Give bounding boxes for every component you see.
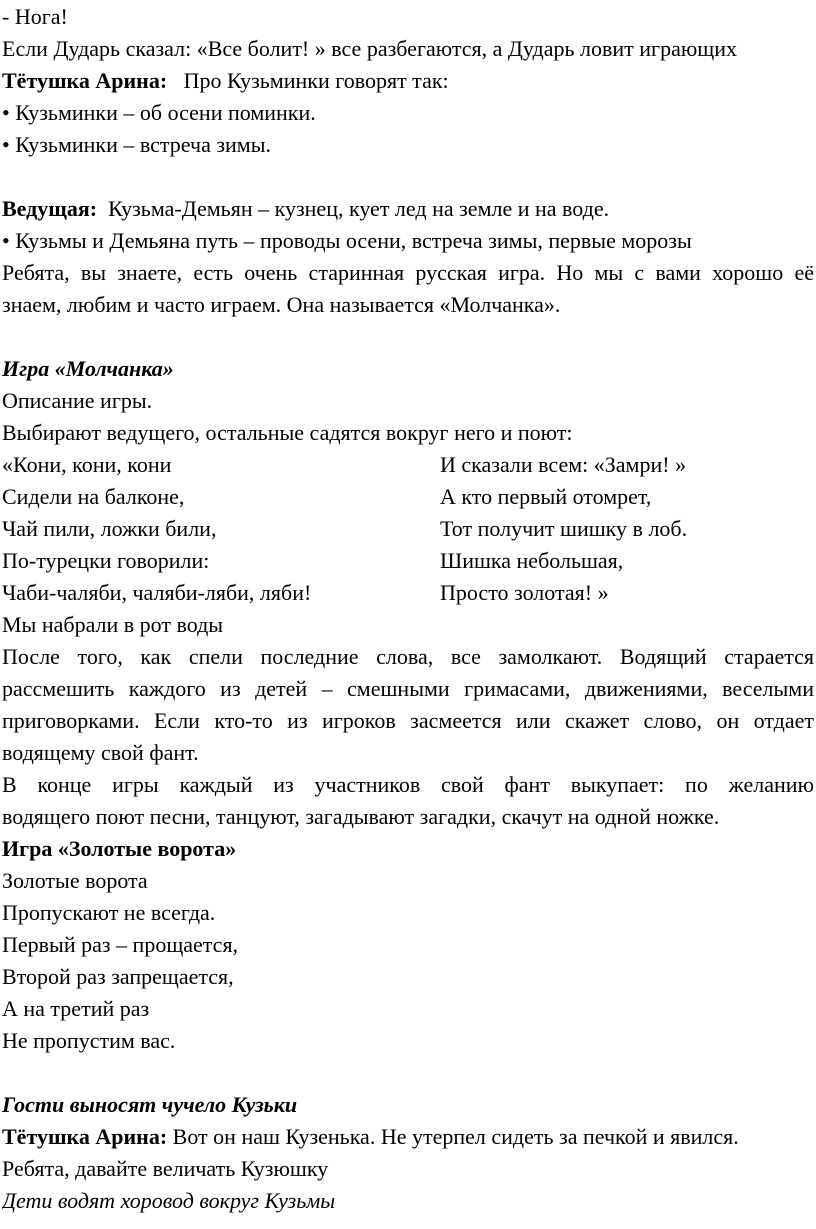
- paragraph-line: знаем, любим и часто играем. Она называется «Молчанка».: [2, 292, 561, 317]
- line-arina-kuzka: [2, 1121, 814, 1153]
- bullet-item: • Кузьмы и Демьяна путь – проводы осени, встреча зимы, первые морозы: [2, 228, 692, 253]
- paragraph-line: Описание игры.: [2, 388, 153, 413]
- speaker-label: Тётушка Арина:: [2, 68, 168, 93]
- game-title-zolotye-vorota: Игра «Золотые ворота»: [2, 836, 237, 861]
- poem-row: [2, 577, 814, 609]
- verse-line: Золотые ворота: [2, 868, 148, 893]
- poem-left: Чаби-чаляби, чаляби-ляби, ляби!: [2, 580, 312, 605]
- poem-right: Тот получит шишку в лоб.: [440, 516, 688, 541]
- poem-right: Шишка небольшая,: [440, 548, 624, 573]
- speaker-label: Ведущая:: [2, 196, 98, 221]
- bullet-item: • Кузьминки – встреча зимы.: [2, 132, 271, 157]
- verse-line: Не пропустим вас.: [2, 1028, 176, 1053]
- verse-line: Первый раз – прощается,: [2, 932, 239, 957]
- poem-left: «Кони, кони, кони: [2, 452, 172, 477]
- line-arina-intro: [2, 65, 814, 97]
- poem-row: [2, 545, 814, 577]
- verse-line: А на третий раз: [2, 996, 150, 1021]
- bullet-item: • Кузьминки – об осени поминки.: [2, 100, 316, 125]
- paragraph-line: Мы набрали в рот воды: [2, 612, 224, 637]
- paragraph-line: приговорками. Если кто-то из игроков засмеется или скажет слово, он отдает: [2, 708, 814, 733]
- line-noga: - Нога!: [2, 4, 68, 29]
- verse-line: Второй раз запрещается,: [2, 964, 234, 989]
- paragraph-line: Ребята, давайте величать Кузюшку: [2, 1156, 329, 1181]
- poem-right: Просто золотая! »: [440, 580, 609, 605]
- poem-right: И сказали всем: «Замри! »: [440, 452, 687, 477]
- line-host: [2, 193, 814, 225]
- paragraph-line: Выбирают ведущего, остальные садятся вокруг него и поют:: [2, 420, 573, 445]
- line-dudar-rule: Если Дударь сказал: «Все болит! » все разбегаются, а Дударь ловит играющих: [2, 36, 737, 61]
- paragraph-line: Ребята, вы знаете, есть очень старинная русская игра. Но мы с вами хорошо её: [2, 260, 814, 285]
- poem-row: [2, 481, 814, 513]
- poem-row: [2, 449, 814, 481]
- paragraph-line: водящему свой фант.: [2, 740, 199, 765]
- poem-left: Чай пили, ложки били,: [2, 516, 217, 541]
- speech-text: Про Кузьминки говорят так:: [183, 68, 449, 93]
- poem-left: Сидели на балконе,: [2, 484, 185, 509]
- paragraph-line: В конце игры каждый из участников свой фант выкупает: по желанию: [2, 772, 814, 797]
- stage-direction: Дети водят хоровод вокруг Кузьмы: [2, 1188, 336, 1213]
- stage-direction: Гости выносят чучело Кузьки: [2, 1092, 298, 1117]
- verse-line: Пропускают не всегда.: [2, 900, 216, 925]
- poem-left: По-турецки говорили:: [2, 548, 210, 573]
- speaker-label: Тётушка Арина:: [2, 1124, 168, 1149]
- poem-right: А кто первый отомрет,: [440, 484, 652, 509]
- poem-row: [2, 513, 814, 545]
- paragraph-line: После того, как спели последние слова, все замолкают. Водящий старается: [2, 644, 814, 669]
- paragraph-line: водящего поют песни, танцуют, загадывают загадки, скачут на одной ножке.: [2, 804, 720, 829]
- speech-text: Вот он наш Кузенька. Не утерпел сидеть за печкой и явился.: [172, 1124, 739, 1149]
- paragraph-line: рассмешить каждого из детей – смешными гримасами, движениями, веселыми: [2, 676, 814, 701]
- speech-text: Кузьма-Демьян – кузнец, кует лед на земле и на воде.: [108, 196, 610, 221]
- game-title-molchanka: Игра «Молчанка»: [2, 356, 174, 381]
